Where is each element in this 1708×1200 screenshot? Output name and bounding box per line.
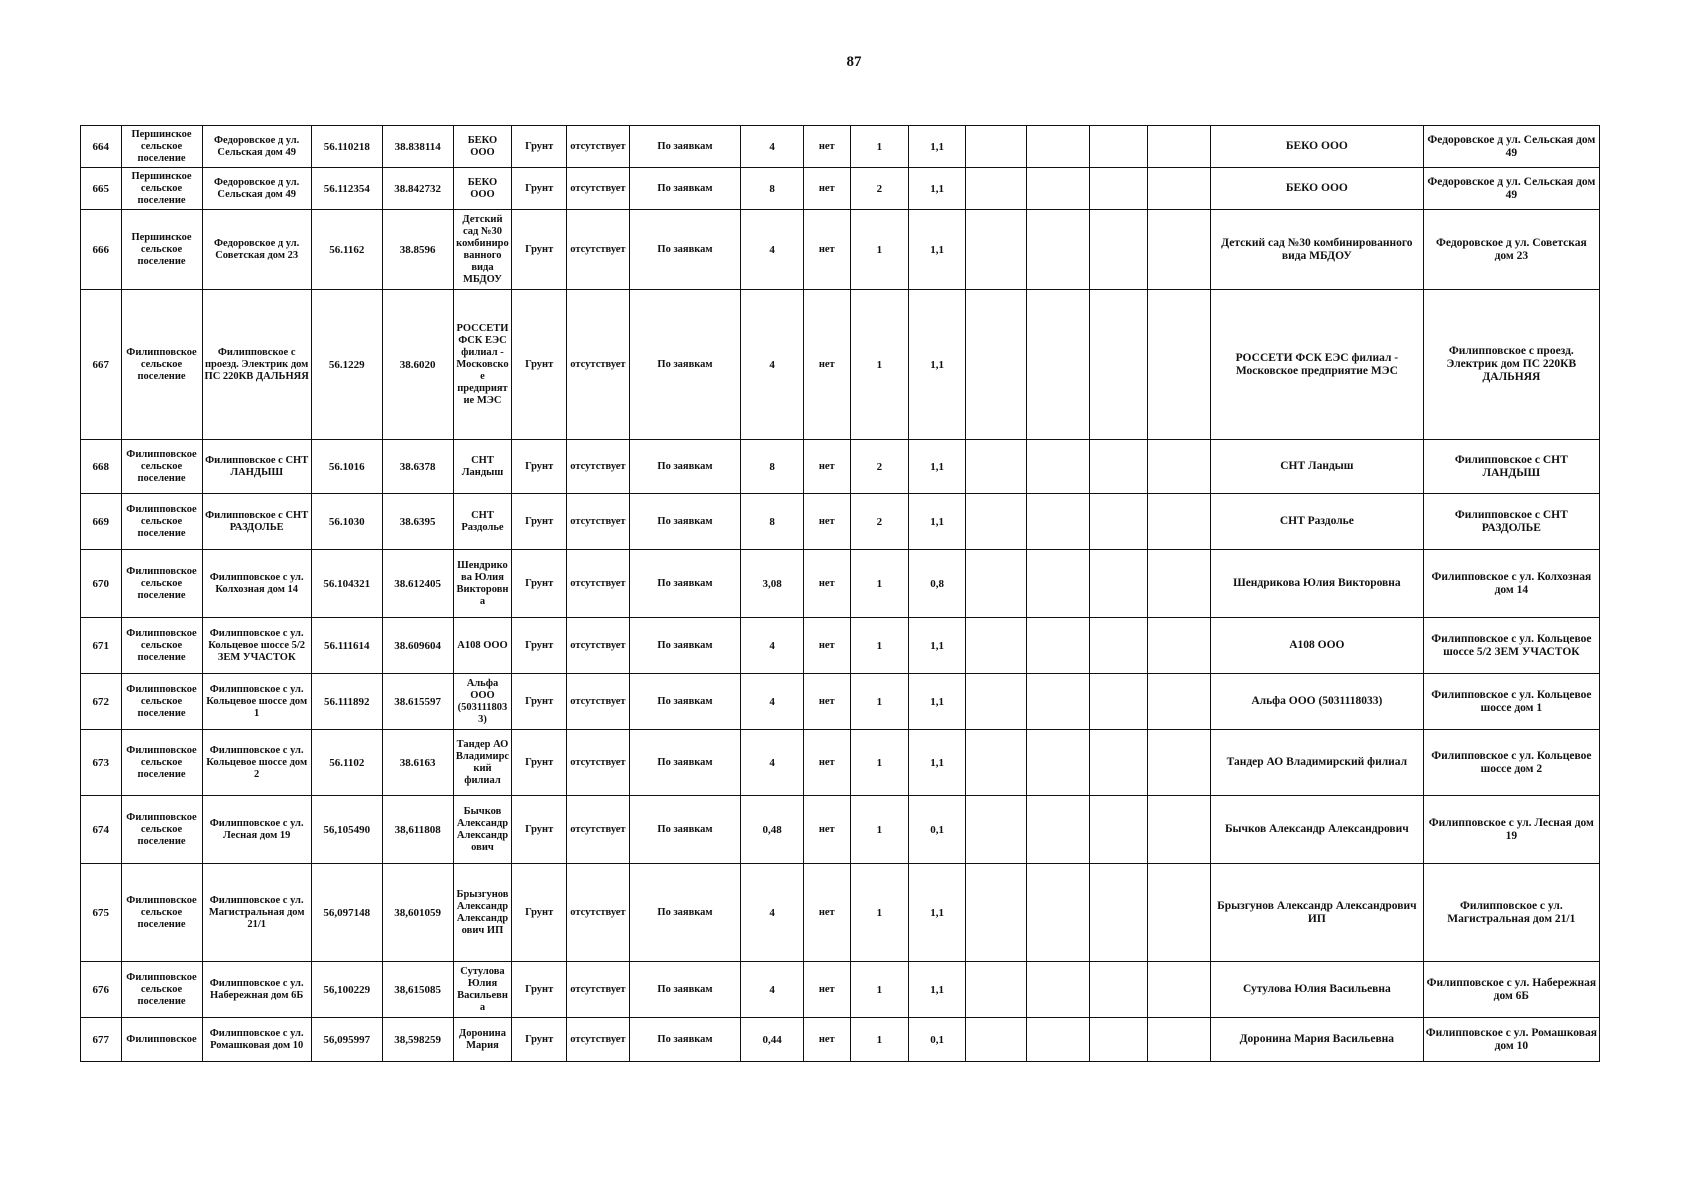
object-address: Филипповское с ул. Кольцевое шоссе дом 1 [1423,674,1599,730]
container-count: 1 [850,126,909,168]
surface-type: Грунт [512,618,567,674]
longitude: 38,615085 [382,962,453,1018]
container-count: 1 [850,864,909,962]
container-count: 1 [850,618,909,674]
latitude: 56.1030 [311,494,382,550]
pickup-schedule: По заявкам [629,494,740,550]
volume: 8 [741,168,804,210]
row-number: 664 [81,126,122,168]
table-row [81,864,1600,962]
object-address: Федоровское д ул. Сельская дом 49 [1423,168,1599,210]
latitude: 56.1229 [311,290,382,440]
volume: 4 [741,210,804,290]
row-number: 675 [81,864,122,962]
empty-cell [965,730,1026,796]
cover-status: нет [803,494,850,550]
row-number: 677 [81,1018,122,1062]
container-count: 2 [850,494,909,550]
owner-name: Тандер АО Владимирский филиал [1211,730,1424,796]
object-address: Филипповское с ул. Магистральная дом 21/1 [1423,864,1599,962]
settlement-name: Першинское сельское поселение [121,126,202,168]
latitude: 56.111614 [311,618,382,674]
settlement-name: Филипповское сельское поселение [121,962,202,1018]
empty-cell [1089,1018,1148,1062]
object-address: Филипповское с проезд. Электрик дом ПС 220КВ ДАЛЬНЯЯ [1423,290,1599,440]
row-number: 673 [81,730,122,796]
pickup-schedule: По заявкам [629,864,740,962]
empty-cell [1089,210,1148,290]
row-number: 674 [81,796,122,864]
organization: Шендрикова Юлия Викторовна [453,550,512,618]
cover-status: нет [803,210,850,290]
empty-cell [1089,126,1148,168]
latitude: 56,100229 [311,962,382,1018]
pickup-schedule: По заявкам [629,440,740,494]
fence-status: отсутствует [567,962,630,1018]
surface-type: Грунт [512,290,567,440]
cover-status: нет [803,618,850,674]
empty-cell [1089,494,1148,550]
page-number: 87 [846,54,862,70]
fence-status: отсутствует [567,796,630,864]
container-count: 1 [850,550,909,618]
volume: 4 [741,126,804,168]
empty-cell [1089,962,1148,1018]
site-address: Филипповское с ул. Лесная дом 19 [202,796,311,864]
object-address: Филипповское с ул. Колхозная дом 14 [1423,550,1599,618]
cover-status: нет [803,440,850,494]
container-size: 1,1 [909,168,966,210]
latitude: 56.112354 [311,168,382,210]
object-address: Филипповское с ул. Кольцевое шоссе 5/2 ЗЕМ УЧАСТОК [1423,618,1599,674]
empty-cell [965,796,1026,864]
empty-cell [1089,290,1148,440]
settlement-name: Филипповское сельское поселение [121,440,202,494]
cover-status: нет [803,674,850,730]
latitude: 56.111892 [311,674,382,730]
volume: 0,48 [741,796,804,864]
surface-type: Грунт [512,674,567,730]
empty-cell [965,290,1026,440]
surface-type: Грунт [512,864,567,962]
site-address: Федоровское д ул. Советская дом 23 [202,210,311,290]
settlement-name: Филипповское сельское поселение [121,864,202,962]
object-address: Филипповское с ул. Ромашковая дом 10 [1423,1018,1599,1062]
owner-name: А108 ООО [1211,618,1424,674]
empty-cell [965,962,1026,1018]
longitude: 38.609604 [382,618,453,674]
cover-status: нет [803,168,850,210]
latitude: 56,097148 [311,864,382,962]
latitude: 56.1016 [311,440,382,494]
longitude: 38.6378 [382,440,453,494]
owner-name: СНТ Ландыш [1211,440,1424,494]
longitude: 38.838114 [382,126,453,168]
pickup-schedule: По заявкам [629,550,740,618]
volume: 8 [741,440,804,494]
object-address: Филипповское с СНТ РАЗДОЛЬЕ [1423,494,1599,550]
empty-cell [1026,290,1089,440]
object-address: Федоровское д ул. Советская дом 23 [1423,210,1599,290]
empty-cell [965,674,1026,730]
empty-cell [1148,290,1211,440]
registry-body [81,126,1600,1062]
surface-type: Грунт [512,730,567,796]
organization: БЕКО ООО [453,126,512,168]
cover-status: нет [803,730,850,796]
container-size: 1,1 [909,674,966,730]
table-row [81,210,1600,290]
pickup-schedule: По заявкам [629,674,740,730]
volume: 4 [741,864,804,962]
organization: СНТ Раздолье [453,494,512,550]
fence-status: отсутствует [567,210,630,290]
cover-status: нет [803,550,850,618]
surface-type: Грунт [512,126,567,168]
empty-cell [1148,1018,1211,1062]
cover-status: нет [803,290,850,440]
owner-name: Доронина Мария Васильевна [1211,1018,1424,1062]
latitude: 56.1162 [311,210,382,290]
container-count: 2 [850,168,909,210]
container-size: 0,1 [909,796,966,864]
organization: Детский сад №30 комбинированного вида МБДОУ [453,210,512,290]
row-number: 667 [81,290,122,440]
row-number: 676 [81,962,122,1018]
empty-cell [1148,550,1211,618]
container-size: 1,1 [909,864,966,962]
site-address: Филипповское с ул. Колхозная дом 14 [202,550,311,618]
surface-type: Грунт [512,494,567,550]
volume: 4 [741,290,804,440]
pickup-schedule: По заявкам [629,618,740,674]
empty-cell [1026,796,1089,864]
owner-name: РОССЕТИ ФСК ЕЭС филиал - Московское предприятие МЭС [1211,290,1424,440]
row-number: 666 [81,210,122,290]
row-number: 671 [81,618,122,674]
empty-cell [1148,674,1211,730]
empty-cell [1089,440,1148,494]
latitude: 56.110218 [311,126,382,168]
table-row [81,494,1600,550]
owner-name: Шендрикова Юлия Викторовна [1211,550,1424,618]
settlement-name: Филипповское сельское поселение [121,494,202,550]
empty-cell [1148,796,1211,864]
row-number: 672 [81,674,122,730]
settlement-name: Филипповское сельское поселение [121,618,202,674]
volume: 3,08 [741,550,804,618]
site-address: Филипповское с ул. Кольцевое шоссе 5/2 ЗЕМ УЧАСТОК [202,618,311,674]
owner-name: БЕКО ООО [1211,126,1424,168]
surface-type: Грунт [512,210,567,290]
surface-type: Грунт [512,1018,567,1062]
table-row [81,730,1600,796]
organization: Брызгунов Александр Александрович ИП [453,864,512,962]
fence-status: отсутствует [567,864,630,962]
table-row [81,440,1600,494]
volume: 0,44 [741,1018,804,1062]
row-number: 669 [81,494,122,550]
settlement-name: Филипповское сельское поселение [121,290,202,440]
empty-cell [1089,618,1148,674]
row-number: 670 [81,550,122,618]
site-address: Филипповское с ул. Магистральная дом 21/1 [202,864,311,962]
container-count: 1 [850,1018,909,1062]
container-count: 1 [850,290,909,440]
table-row [81,126,1600,168]
surface-type: Грунт [512,962,567,1018]
empty-cell [1026,864,1089,962]
organization: РОССЕТИ ФСК ЕЭС филиал - Московское предприятие МЭС [453,290,512,440]
longitude: 38.6395 [382,494,453,550]
pickup-schedule: По заявкам [629,210,740,290]
empty-cell [965,210,1026,290]
site-address: Филипповское с СНТ ЛАНДЫШ [202,440,311,494]
object-address: Филипповское с ул. Лесная дом 19 [1423,796,1599,864]
empty-cell [1148,494,1211,550]
fence-status: отсутствует [567,290,630,440]
empty-cell [1026,210,1089,290]
table-row [81,1018,1600,1062]
site-address: Филипповское с ул. Кольцевое шоссе дом 2 [202,730,311,796]
pickup-schedule: По заявкам [629,796,740,864]
cover-status: нет [803,126,850,168]
cover-status: нет [803,1018,850,1062]
row-number: 668 [81,440,122,494]
owner-name: Детский сад №30 комбинированного вида МБДОУ [1211,210,1424,290]
object-address: Филипповское с ул. Кольцевое шоссе дом 2 [1423,730,1599,796]
registry-table [80,125,1600,1062]
empty-cell [1148,210,1211,290]
pickup-schedule: По заявкам [629,126,740,168]
longitude: 38.612405 [382,550,453,618]
container-count: 2 [850,440,909,494]
empty-cell [1026,440,1089,494]
cover-status: нет [803,864,850,962]
organization: Альфа ООО (5031118033) [453,674,512,730]
site-address: Федоровское д ул. Сельская дом 49 [202,126,311,168]
pickup-schedule: По заявкам [629,962,740,1018]
organization: Сутулова Юлия Васильевна [453,962,512,1018]
organization: БЕКО ООО [453,168,512,210]
volume: 4 [741,730,804,796]
fence-status: отсутствует [567,730,630,796]
object-address: Филипповское с ул. Набережная дом 6Б [1423,962,1599,1018]
surface-type: Грунт [512,796,567,864]
table-row [81,962,1600,1018]
site-address: Филипповское с проезд. Электрик дом ПС 220КВ ДАЛЬНЯЯ [202,290,311,440]
empty-cell [1089,168,1148,210]
fence-status: отсутствует [567,550,630,618]
cover-status: нет [803,796,850,864]
surface-type: Грунт [512,168,567,210]
longitude: 38.6020 [382,290,453,440]
empty-cell [1026,730,1089,796]
empty-cell [1026,168,1089,210]
site-address: Федоровское д ул. Сельская дом 49 [202,168,311,210]
longitude: 38.6163 [382,730,453,796]
container-size: 1,1 [909,494,966,550]
container-size: 0,1 [909,1018,966,1062]
empty-cell [965,494,1026,550]
empty-cell [1026,962,1089,1018]
empty-cell [1026,126,1089,168]
empty-cell [1148,730,1211,796]
container-count: 1 [850,796,909,864]
empty-cell [1148,168,1211,210]
fence-status: отсутствует [567,618,630,674]
table-row [81,796,1600,864]
empty-cell [1148,126,1211,168]
container-size: 1,1 [909,290,966,440]
container-size: 1,1 [909,962,966,1018]
empty-cell [1026,550,1089,618]
empty-cell [965,168,1026,210]
object-address: Федоровское д ул. Сельская дом 49 [1423,126,1599,168]
owner-name: Брызгунов Александр Александрович ИП [1211,864,1424,962]
volume: 4 [741,674,804,730]
settlement-name: Филипповское сельское поселение [121,550,202,618]
table-row [81,290,1600,440]
longitude: 38.8596 [382,210,453,290]
fence-status: отсутствует [567,126,630,168]
empty-cell [965,1018,1026,1062]
longitude: 38.615597 [382,674,453,730]
fence-status: отсутствует [567,1018,630,1062]
latitude: 56.104321 [311,550,382,618]
empty-cell [1148,440,1211,494]
row-number: 665 [81,168,122,210]
container-size: 1,1 [909,126,966,168]
settlement-name: Филипповское сельское поселение [121,674,202,730]
container-size: 1,1 [909,440,966,494]
settlement-name: Филипповское [121,1018,202,1062]
organization: Тандер АО Владимирский филиал [453,730,512,796]
site-address: Филипповское с ул. Ромашковая дом 10 [202,1018,311,1062]
fence-status: отсутствует [567,168,630,210]
latitude: 56,105490 [311,796,382,864]
organization: А108 ООО [453,618,512,674]
container-size: 1,1 [909,730,966,796]
empty-cell [1026,1018,1089,1062]
site-address: Филипповское с СНТ РАЗДОЛЬЕ [202,494,311,550]
empty-cell [1148,962,1211,1018]
container-count: 1 [850,962,909,1018]
settlement-name: Филипповское сельское поселение [121,796,202,864]
object-address: Филипповское с СНТ ЛАНДЫШ [1423,440,1599,494]
empty-cell [1089,730,1148,796]
empty-cell [1089,550,1148,618]
site-address: Филипповское с ул. Кольцевое шоссе дом 1 [202,674,311,730]
owner-name: Сутулова Юлия Васильевна [1211,962,1424,1018]
empty-cell [965,440,1026,494]
container-size: 1,1 [909,618,966,674]
table-row [81,674,1600,730]
settlement-name: Першинское сельское поселение [121,168,202,210]
empty-cell [1026,618,1089,674]
volume: 4 [741,618,804,674]
cover-status: нет [803,962,850,1018]
container-count: 1 [850,674,909,730]
empty-cell [965,864,1026,962]
fence-status: отсутствует [567,494,630,550]
table-row [81,550,1600,618]
longitude: 38,601059 [382,864,453,962]
empty-cell [965,126,1026,168]
organization: Бычков Александр Александрович [453,796,512,864]
surface-type: Грунт [512,440,567,494]
settlement-name: Першинское сельское поселение [121,210,202,290]
container-count: 1 [850,730,909,796]
organization: СНТ Ландыш [453,440,512,494]
empty-cell [965,550,1026,618]
empty-cell [965,618,1026,674]
owner-name: БЕКО ООО [1211,168,1424,210]
table-row [81,168,1600,210]
owner-name: Альфа ООО (5031118033) [1211,674,1424,730]
latitude: 56.1102 [311,730,382,796]
longitude: 38,611808 [382,796,453,864]
empty-cell [1148,618,1211,674]
empty-cell [1026,674,1089,730]
container-size: 0,8 [909,550,966,618]
site-address: Филипповское с ул. Набережная дом 6Б [202,962,311,1018]
fence-status: отсутствует [567,674,630,730]
organization: Доронина Мария [453,1018,512,1062]
pickup-schedule: По заявкам [629,290,740,440]
empty-cell [1089,796,1148,864]
container-count: 1 [850,210,909,290]
pickup-schedule: По заявкам [629,168,740,210]
container-size: 1,1 [909,210,966,290]
empty-cell [1026,494,1089,550]
fence-status: отсутствует [567,440,630,494]
pickup-schedule: По заявкам [629,730,740,796]
surface-type: Грунт [512,550,567,618]
empty-cell [1089,864,1148,962]
pickup-schedule: По заявкам [629,1018,740,1062]
settlement-name: Филипповское сельское поселение [121,730,202,796]
table-row [81,618,1600,674]
owner-name: Бычков Александр Александрович [1211,796,1424,864]
empty-cell [1148,864,1211,962]
volume: 8 [741,494,804,550]
longitude: 38.842732 [382,168,453,210]
owner-name: СНТ Раздолье [1211,494,1424,550]
longitude: 38,598259 [382,1018,453,1062]
latitude: 56,095997 [311,1018,382,1062]
volume: 4 [741,962,804,1018]
empty-cell [1089,674,1148,730]
